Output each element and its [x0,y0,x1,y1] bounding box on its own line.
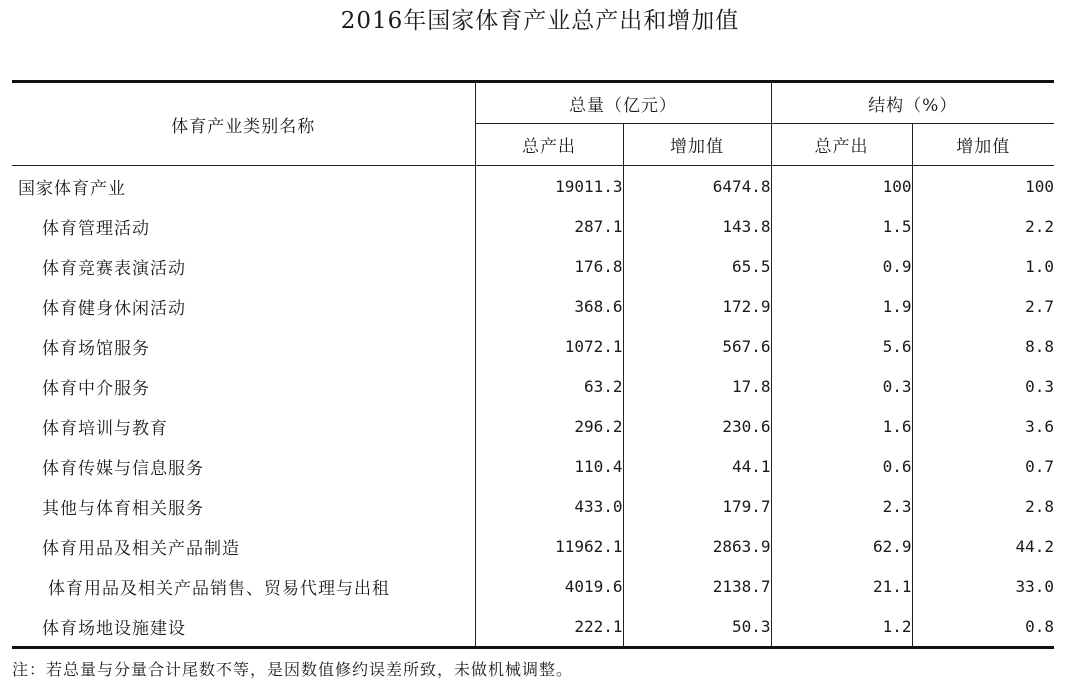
sports-industry-table [12,80,1054,649]
row-output: 176.8 [475,246,623,286]
row-output-pct: 5.6 [771,326,912,366]
row-name: 体育用品及相关产品制造 [42,538,240,559]
row-output: 222.1 [475,606,623,648]
header-value-added-pct: 增加值 [912,124,1054,166]
row-output-pct: 21.1 [771,566,912,606]
row-value-added: 2863.9 [623,526,771,566]
row-value-added-pct: 2.8 [912,486,1054,526]
row-value-added: 172.9 [623,286,771,326]
row-value-added-pct: 0.7 [912,446,1054,486]
row-value-added-pct: 100 [912,166,1054,207]
row-value-added: 65.5 [623,246,771,286]
row-value-added: 6474.8 [623,166,771,207]
row-value-added: 143.8 [623,206,771,246]
row-name: 体育中介服务 [42,378,150,399]
table-row [12,406,1054,446]
table-row [12,606,1054,648]
table-row [12,526,1054,566]
row-output-pct: 1.6 [771,406,912,446]
row-output-pct: 2.3 [771,486,912,526]
row-value-added-pct: 1.0 [912,246,1054,286]
header-value-added: 增加值 [623,124,771,166]
table-row [12,206,1054,246]
page-title: 2016年国家体育产业总产出和增加值 [340,8,740,34]
row-name: 体育竞赛表演活动 [42,258,186,279]
row-value-added: 230.6 [623,406,771,446]
row-value-added: 17.8 [623,366,771,406]
row-output: 63.2 [475,366,623,406]
row-name: 国家体育产业 [18,178,126,199]
row-value-added: 50.3 [623,606,771,648]
table-row [12,326,1054,366]
table-row [12,246,1054,286]
row-value-added: 44.1 [623,446,771,486]
table-header [12,82,1054,166]
row-output-pct: 1.9 [771,286,912,326]
row-value-added-pct: 33.0 [912,566,1054,606]
row-name: 体育管理活动 [42,218,150,239]
row-output-pct: 1.5 [771,206,912,246]
row-value-added: 567.6 [623,326,771,366]
header-output-pct: 总产出 [771,124,912,166]
row-value-added-pct: 0.8 [912,606,1054,648]
row-value-added-pct: 3.6 [912,406,1054,446]
row-name: 体育传媒与信息服务 [42,458,204,479]
row-name: 体育健身休闲活动 [42,298,186,319]
table-row [12,486,1054,526]
row-output-pct: 1.2 [771,606,912,648]
header-group-total: 总量（亿元） [475,82,771,124]
table-row [12,566,1054,606]
row-output: 368.6 [475,286,623,326]
row-output-pct: 0.3 [771,366,912,406]
row-output-pct: 0.9 [771,246,912,286]
row-value-added-pct: 2.7 [912,286,1054,326]
row-value-added: 179.7 [623,486,771,526]
header-category: 体育产业类别名称 [12,82,475,166]
row-output: 433.0 [475,486,623,526]
table-row [12,366,1054,406]
row-output: 296.2 [475,406,623,446]
header-output: 总产出 [475,124,623,166]
row-value-added-pct: 8.8 [912,326,1054,366]
table-row [12,166,1054,207]
row-name: 其他与体育相关服务 [42,498,204,519]
row-output: 11962.1 [475,526,623,566]
row-output: 19011.3 [475,166,623,207]
row-output: 1072.1 [475,326,623,366]
row-value-added-pct: 0.3 [912,366,1054,406]
row-output: 4019.6 [475,566,623,606]
row-value-added-pct: 2.2 [912,206,1054,246]
row-name: 体育培训与教育 [42,418,168,439]
table-row [12,446,1054,486]
footnote: 注：若总量与分量合计尾数不等，是因数值修约误差所致，未做机械调整。 [12,660,574,679]
row-name: 体育场馆服务 [42,338,150,359]
row-value-added-pct: 44.2 [912,526,1054,566]
table-row [12,286,1054,326]
row-output: 110.4 [475,446,623,486]
row-name: 体育用品及相关产品销售、贸易代理与出租 [48,578,390,599]
row-value-added: 2138.7 [623,566,771,606]
row-output: 287.1 [475,206,623,246]
row-output-pct: 0.6 [771,446,912,486]
row-name: 体育场地设施建设 [12,606,475,648]
header-group-structure: 结构（%） [771,82,1054,124]
table-body [12,166,1054,648]
row-output-pct: 100 [771,166,912,207]
row-output-pct: 62.9 [771,526,912,566]
